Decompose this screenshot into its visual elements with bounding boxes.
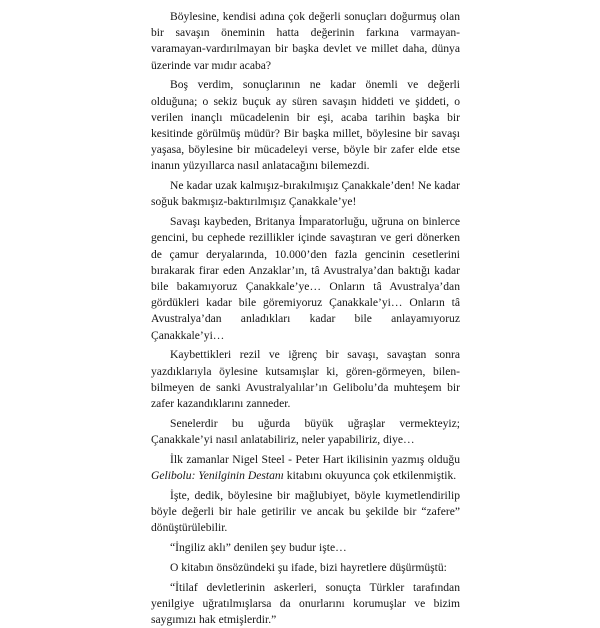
paragraph — [151, 214, 460, 344]
text-run: “İtilaf devletlerinin askerleri, sonuçta Türkler tarafından yenilgiye uğratılmışlarsa da onurlarını korumuşlar ve bizim saygımızı hak etmişlerdir.” — [151, 580, 460, 627]
text-run: İşte, dedik, böylesine bir mağlubiyet, böyle kıymetlendirilip böyle değerli bir hale getirilir ve ancak bu şekilde bir “zafere” dönüştürülebilir. — [151, 488, 460, 535]
text-run: kitabını okuyunca çok etkilenmiştik. — [283, 469, 457, 483]
text-run: O kitabın önsözündeki şu ifade, bizi hayretlere düşürmüştü: — [170, 560, 447, 574]
paragraph — [151, 560, 460, 576]
text-run: Böylesine, kendisi adına çok değerli sonuçları doğurmuş olan bir savaşın öneminin hatta değerinin farkına varmayan-varamayan-vardırılmayan bir başka devlet ve millet daha, dünya üzerinde var mıdır acaba? — [151, 10, 460, 72]
paragraph — [151, 178, 460, 210]
paragraph — [151, 77, 460, 174]
paragraph — [151, 9, 460, 74]
body-text-block — [151, 9, 460, 628]
text-run: İlk zamanlar Nigel Steel - Peter Hart ikilisinin yazmış olduğu — [170, 452, 460, 466]
paragraph — [151, 580, 460, 628]
paragraph — [151, 347, 460, 412]
text-run: Senelerdir bu uğurda büyük uğraşlar vermekteyiz; Çanakkale’yi nasıl anlatabiliriz, neler yapabiliriz, diye… — [151, 416, 460, 447]
paragraph — [151, 488, 460, 537]
text-run: Savaşı kaybeden, Britanya İmparatorluğu, uğruna on binlerce gencini, bu cephede rezillikler içinde savaştıran ve geri dönerken de çamur deryalarında, 10.000’den fazla gencinin cesetlerini bırakarak firar eden Anzaklar’ın, tâ Avustralya’dan baktığı kadar bile bakamıyoruz Çanakkale’ye… Onların tâ Avustralya’dan gördükleri kadar bile göremiyoruz Çanakkale’yi… Onların tâ Avustralya’dan anladıkları kadar bile anlayamıyoruz Çanakkale’yi… — [151, 215, 460, 342]
paragraph — [151, 540, 460, 556]
text-run: Kaybettikleri rezil ve iğrenç bir savaşı, savaştan sonra yazdıklarıyla öylesine kutsamışlar ki, gören-görmeyen, bilen-bilmeyen de sanki Avustralyalılar’ın Gelibolu’da muhteşem bir zafer kazandıklarını zanneder. — [151, 348, 460, 411]
paragraph — [151, 452, 460, 484]
text-run: “İngiliz aklı” denilen şey budur işte… — [170, 541, 347, 555]
text-run: Ne kadar uzak kalmışız-bırakılmışız Çanakkale’den! Ne kadar soğuk bakmışız-baktırılmışız Çanakkale’ye! — [151, 179, 460, 209]
book-title-italic: Gelibolu: Yenilginin Destanı — [151, 469, 284, 483]
text-run: Boş verdim, sonuçlarının ne kadar önemli ve değerli olduğuna; o sekiz buçuk ay süren savaşın hiddeti ve şiddeti, o verilen inançlı mücadelenin bir eşi, acaba tarihin başka bir kesitinde görülmüş müdür? Bir başka millet, böylesine bir savaşı yaşasa, böylesine bir mücadeleyi verse, böyle bir zafer elde etse inanın yüzyıllarca nasıl anlatacağını bilemezdi. — [151, 78, 460, 173]
paragraph — [151, 416, 460, 448]
